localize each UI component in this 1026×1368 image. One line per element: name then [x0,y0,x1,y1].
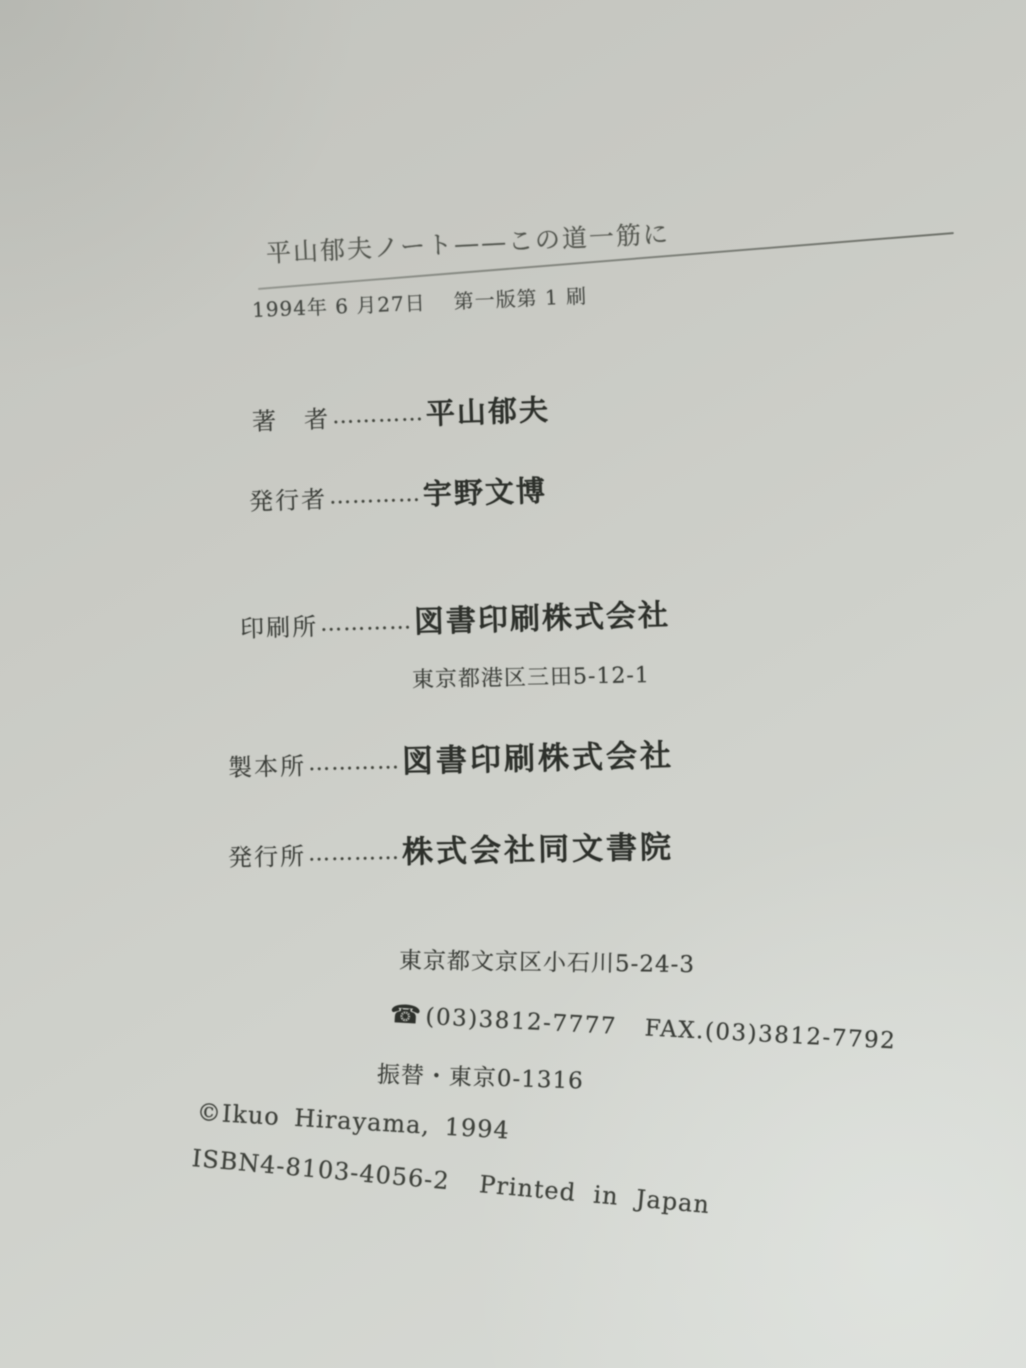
postal-transfer-line: 振替・東京0-1316 [376,1062,585,1095]
author-row [251,388,550,439]
publisher-row [248,469,547,519]
printed-in-japan: Printed in Japan [478,1170,712,1220]
dot-leader: ………… [328,481,422,510]
edition-label: 第一版第 1 刷 [453,283,588,314]
binder-name: 図書印刷株式会社 [401,737,675,781]
author-name: 平山郁夫 [425,392,551,431]
copyright-line: ©Ikuo Hirayama, 1994 [196,1098,511,1145]
phone-fax-line [389,999,897,1054]
printer-label: 印刷所 [239,612,319,643]
book-title: 平山郁夫ノート——この道一筋に [265,219,671,268]
issuer-row [228,821,675,875]
dot-leader: ………… [319,609,413,637]
dot-leader: ………… [331,401,425,430]
binder-label: 製本所 [227,752,307,782]
dot-leader: ………… [307,749,401,777]
dot-leader: ………… [307,839,401,867]
issuer-name: 株式会社同文書院 [401,829,675,871]
printer-name: 図書印刷株式会社 [413,597,671,641]
printer-row [239,590,670,646]
phone-number: (03)3812-7777 [424,1003,618,1040]
fax-number: FAX.(03)3812-7792 [644,1015,897,1055]
isbn-line [191,1144,711,1219]
publication-date: 1994年 6 月27日 [251,290,427,322]
binder-row [227,730,674,785]
isbn-number: ISBN4-8103-4056-2 [190,1144,451,1196]
phone-icon: ☎ [389,999,424,1030]
issuer-label: 発行所 [227,842,307,872]
author-label: 著 者 [251,405,331,436]
printer-address: 東京都港区三田5-12-1 [411,663,651,693]
publisher-address: 東京都文京区小石川5-24-3 [398,948,696,979]
publisher-label: 発行者 [248,485,328,516]
publisher-name: 宇野文博 [422,473,548,512]
